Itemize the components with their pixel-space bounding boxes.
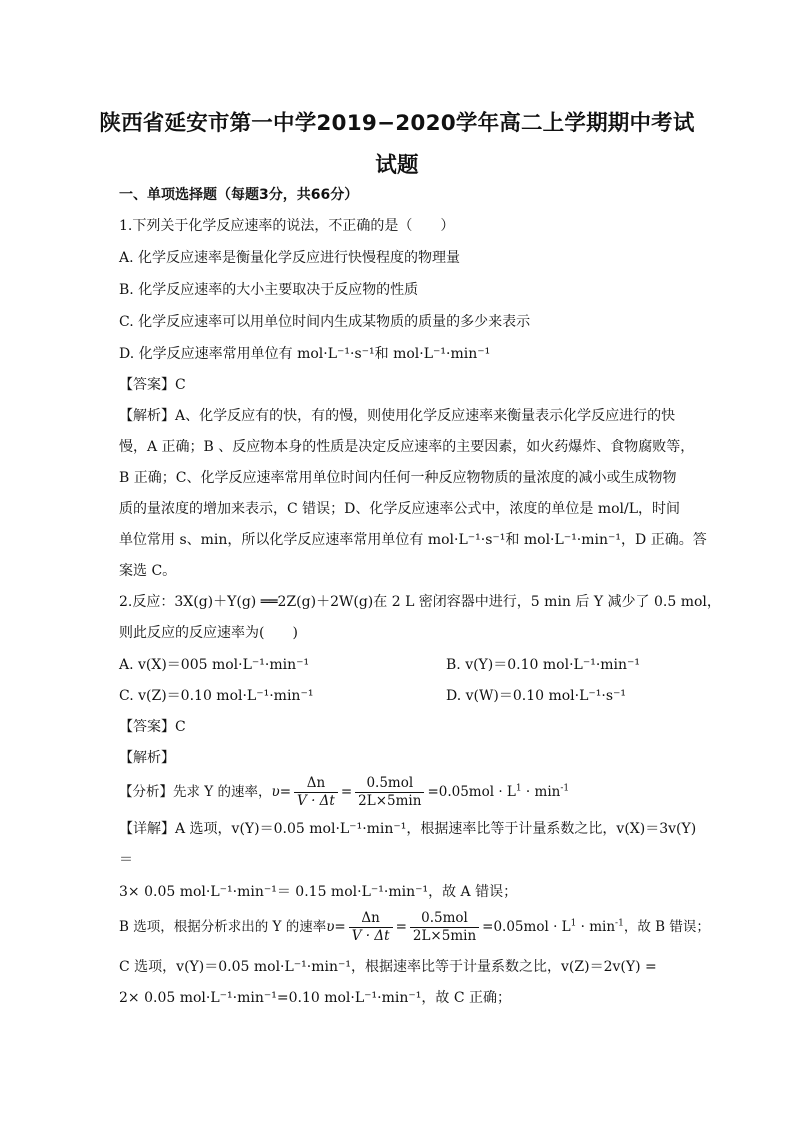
fraction-numerator: Δn <box>294 775 338 793</box>
q2-option-a: A. v(X)＝005 mol·L⁻¹·min⁻¹ <box>119 657 310 673</box>
formula-result: =0.05mol · L <box>482 919 571 935</box>
q2-detail-a: 【详解】A 选项，v(Y)＝0.05 mol·L⁻¹·min⁻¹，根据速率比等于计量系数之比，v(X)＝3v(Y) <box>119 821 697 837</box>
fraction-numerator: Δn <box>349 910 393 928</box>
q1-stem: 1.下列关于化学反应速率的说法，不正确的是（ ） <box>119 218 455 234</box>
q1-option-d: D. 化学反应速率常用单位有 mol·L⁻¹·s⁻¹和 mol·L⁻¹·min⁻¹ <box>119 346 491 362</box>
exponent: 1 <box>570 918 577 929</box>
q1-option-c: C. 化学反应速率可以用单位时间内生成某物质的质量的多少来表示 <box>119 314 531 330</box>
q1-analysis-line: 慢，A 正确；B 、反应物本身的性质是决定反应速率的主要因素，如火药爆炸、食物腐败等， <box>119 439 695 455</box>
q2-option-c: C. v(Z)＝0.10 mol·L⁻¹·min⁻¹ <box>119 688 314 704</box>
q1-analysis-line: B 正确；C、化学反应速率常用单位时间内任何一种反应物物质的量浓度的减小或生成物物 <box>119 470 677 486</box>
page-title-cont: 试题 <box>375 153 419 178</box>
q2-analysis-heading: 【解析】 <box>119 750 175 766</box>
q1-analysis-line: 质的量浓度的增加来表示，C 错误；D、化学反应速率公式中，浓度的单位是 mol/L，时间 <box>119 501 681 517</box>
fraction-denominator: V · Δt <box>297 793 335 809</box>
q1-answer: 【答案】C <box>119 377 186 393</box>
fraction-denominator: 2L×5min <box>412 928 477 944</box>
q2-detail-a-calc: 3× 0.05 mol·L⁻¹·min⁻¹＝ 0.15 mol·L⁻¹·min⁻¹，故 A 错误； <box>119 884 518 900</box>
detail-b-text: B 选项，根据分析求出的 Y 的速率 <box>119 919 327 935</box>
q2-stem: 2.反应：3X(g)＋Y(g) ══2Z(g)＋2W(g)在 2 L 密闭容器中进行，5 min 后 Y 减少了 0.5 mol， <box>119 594 721 610</box>
q1-analysis-line: 【解析】A、化学反应有的快，有的慢，则使用化学反应速率来衡量表示化学反应进行的快 <box>119 408 676 424</box>
fraction-denominator: 2L×5min <box>358 793 422 809</box>
q2-fenxi-line: 【分析】先求 Y 的速率，υ= $\frac{\Delta n}{V \cdot \Delta t}$ = $\frac{\text{0.5mol}}{2L\times 5\min}$ $=0.05mol \cdot L^1 \cdot \min^{-1}$ <box>119 775 570 809</box>
q1-analysis-line: 案选 C。 <box>119 563 177 579</box>
rate-symbol: υ= <box>326 919 346 935</box>
page-title: 陕西省延安市第一中学2019−2020学年高二上学期期中考试 <box>99 111 695 136</box>
fraction <box>349 910 393 945</box>
exponent: -1 <box>615 918 624 929</box>
fenxi-label: 【分析】先求 Y 的速率， <box>119 784 272 800</box>
exponent: 1 <box>515 783 522 794</box>
formula-result: =0.05mol · L <box>427 784 516 800</box>
formula-unit: · min <box>576 919 616 935</box>
q2-detail-b: B 选项，根据分析求出的 Y 的速率υ= $\frac{\Delta n}{V \cdot \Delta t}$ = $\frac{\text{0.5mol}}{2L\times 5\min}$ $=0.05mol \cdot L^1 \cdot \min^{-1}$，故 B 错误； <box>119 910 710 944</box>
q2-option-d: D. v(W)＝0.10 mol·L⁻¹·s⁻¹ <box>446 688 627 704</box>
section-heading: 一、单项选择题（每题3分，共66分） <box>119 187 359 203</box>
q1-analysis-line: 单位常用 s、min，所以化学反应速率常用单位有 mol·L⁻¹·s⁻¹和 mol·L⁻¹·min⁻¹，D 正确。答 <box>119 532 707 548</box>
fraction <box>410 910 479 945</box>
q1-option-b: B. 化学反应速率的大小主要取决于反应物的性质 <box>119 282 419 298</box>
q2-detail-c: C 选项，v(Y)＝0.05 mol·L⁻¹·min⁻¹，根据速率比等于计量系数之比，v(Z)＝2v(Y) = <box>119 959 657 975</box>
fraction-denominator: V · Δt <box>351 928 390 944</box>
q2-option-b: B. v(Y)＝0.10 mol·L⁻¹·min⁻¹ <box>446 657 641 673</box>
fraction <box>355 775 424 810</box>
exponent: -1 <box>560 783 570 794</box>
fraction-numerator: 0.5mol <box>410 910 479 928</box>
q2-detail-a-cont: ＝ <box>119 852 133 868</box>
q1-option-a: A. 化学反应速率是衡量化学反应进行快慢程度的物理量 <box>119 250 461 266</box>
q2-detail-c-calc: 2× 0.05 mol·L⁻¹·min⁻¹=0.10 mol·L⁻¹·min⁻¹，故 C 正确； <box>119 990 511 1006</box>
fraction <box>294 775 338 810</box>
rate-symbol: υ= <box>271 784 292 800</box>
formula-unit: · min <box>521 784 561 800</box>
q2-stem-cont: 则此反应的反应速率为( ) <box>119 625 298 641</box>
detail-b-text-end: ，故 B 错误； <box>623 919 710 935</box>
fraction-numerator: 0.5mol <box>355 775 424 793</box>
q2-answer: 【答案】C <box>119 719 186 735</box>
